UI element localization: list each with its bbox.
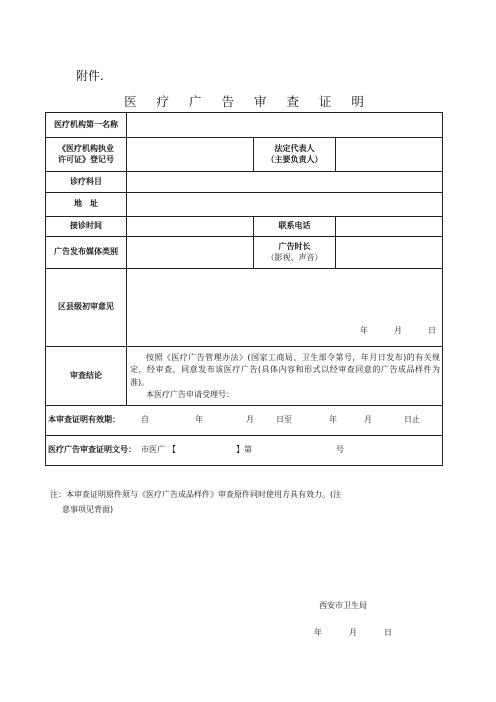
validity-day-to: 日至 — [276, 415, 292, 425]
duration-label-line2: （影视、声音） — [266, 252, 323, 262]
opinion-date-year: 年 — [360, 326, 369, 336]
media-label: 广告发布媒体类别 — [46, 237, 127, 269]
phone-field[interactable] — [336, 217, 443, 237]
opinion-date — [360, 326, 436, 337]
address-label: 地 址 — [46, 193, 127, 217]
departments-label: 诊疗科目 — [46, 172, 127, 193]
conclusion-text: 按照《医疗广告管理办法》(国家工商局、卫生部令第号，年月日发布)的有关规定，经审查，同意发布该医疗广告(具体内容和形式以经审查同意的广告成品样件为准)。 — [130, 352, 441, 387]
license-label — [46, 138, 127, 172]
row-institution-name — [46, 113, 443, 138]
validity-month-start: 月 — [246, 415, 254, 425]
conclusion-field — [127, 347, 443, 406]
legal-rep-label-line2: （主要负责人） — [266, 154, 323, 164]
certificate-form-table — [45, 112, 443, 466]
issue-date-day: 日 — [384, 628, 392, 637]
document-number-line — [48, 445, 440, 456]
row-conclusion — [46, 347, 443, 406]
phone-label: 联系电话 — [254, 217, 336, 237]
institution-name-label: 医疗机构第一名称 — [46, 113, 127, 138]
issue-date-year: 年 — [314, 628, 322, 637]
document-number-prefix: 市医广 — [141, 445, 165, 455]
institution-name-field[interactable] — [127, 113, 443, 138]
footnote — [50, 487, 440, 517]
hours-field[interactable] — [127, 217, 254, 237]
district-opinion-label: 区县级初审意见 — [46, 269, 127, 347]
validity-month-end: 月 — [364, 415, 372, 425]
validity-year-end: 年 — [329, 415, 337, 425]
row-address — [46, 193, 443, 217]
validity-label: 本审查证明有效期： — [48, 415, 120, 425]
media-field[interactable] — [127, 237, 254, 269]
application-number-text: 本医疗广告申请受理号： — [146, 389, 234, 399]
legal-rep-label-line1: 法定代表人 — [274, 143, 315, 153]
validity-from: 自 — [141, 415, 149, 425]
legal-rep-label — [254, 138, 336, 172]
district-opinion-field[interactable] — [127, 269, 443, 347]
attachment-label: 附件. — [76, 69, 104, 83]
opinion-date-month: 月 — [394, 326, 403, 336]
document-number-cell — [46, 436, 443, 466]
conclusion-label: 审查结论 — [46, 347, 127, 406]
footnote-line2: 意事项见背面) — [62, 505, 114, 515]
row-district-opinion — [46, 269, 443, 347]
hours-label: 接诊时间 — [46, 217, 127, 237]
validity-day-end: 日止 — [404, 415, 420, 425]
issue-date — [314, 627, 392, 638]
validity-line — [48, 415, 440, 426]
row-hours — [46, 217, 443, 237]
license-number-field[interactable] — [127, 138, 254, 172]
address-field[interactable] — [127, 193, 443, 217]
document-number-bracket-close: 】第 — [236, 445, 252, 455]
footnote-line1: 注：本审查证明原件须与《医疗广告成品样件》审查原件同时使用方具有效力。(注 — [50, 490, 342, 499]
document-number-label: 医疗广告审查证明文号： — [48, 445, 136, 455]
document-number-suffix: 号 — [336, 445, 344, 455]
departments-field[interactable] — [127, 172, 443, 193]
license-label-line1: 《医疗机构执业 — [58, 143, 114, 153]
row-validity — [46, 406, 443, 436]
row-media — [46, 237, 443, 269]
opinion-date-day: 日 — [428, 326, 437, 336]
row-license — [46, 138, 443, 172]
validity-year-start: 年 — [195, 415, 203, 425]
duration-label — [254, 237, 336, 269]
license-label-line2: 许可证》登记号 — [58, 154, 114, 164]
duration-label-line1: 广告时长 — [278, 241, 311, 251]
row-document-number — [46, 436, 443, 466]
issuing-bureau: 西安市卫生局 — [319, 601, 367, 610]
issue-date-month: 月 — [349, 628, 357, 637]
validity-cell — [46, 406, 443, 436]
legal-rep-field[interactable] — [336, 138, 443, 172]
document-title: 医 疗 广 告 审 查 证 明 — [124, 94, 372, 109]
document-number-bracket-open: 【 — [168, 445, 176, 455]
row-departments — [46, 172, 443, 193]
duration-field[interactable] — [336, 237, 443, 269]
